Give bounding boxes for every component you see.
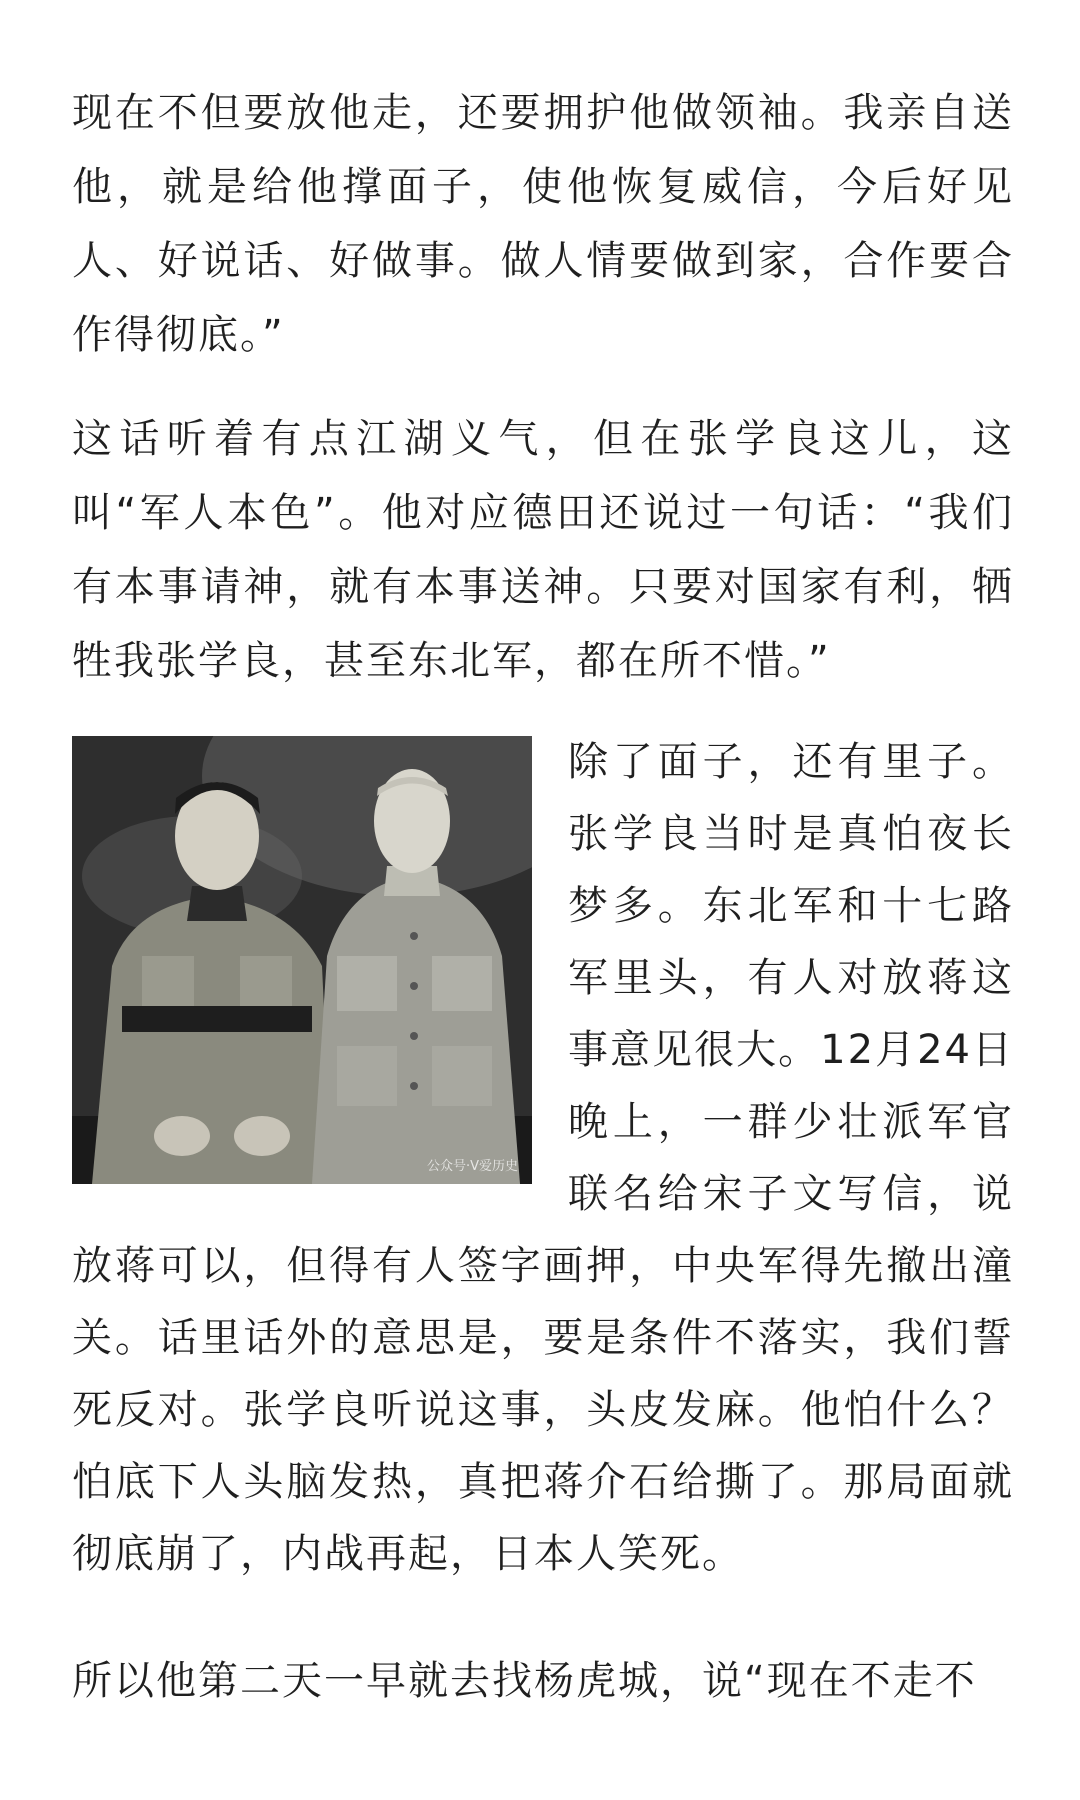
paragraph-2: 这话听着有点江湖义气，但在张学良这儿，这叫“军人本色”。他对应德田还说过一句话：“我们有本事请神，就有本事送神。只要对国家有利，牺牲我张学良，甚至东北军，都在所不惜。” — [72, 416, 1014, 684]
photo-watermark: 公众号·V爱历史 — [426, 1159, 518, 1174]
paragraph-3: 除了面子，还有里子。张学良当时是真怕夜长梦多。东北军和十七路军里头，有人对放蒋这事意见很大。12月24日晚上，一群少壮派军官联名给宋子文写信，说放蒋可以，但得有人签字画押，中央军得先撤出潼关。话里话外的意思是，要是条件不落实，我们誓死反对。张学良听说这事，头皮发麻。他怕什么？怕底下人头脑发热，真把蒋介石给撕了。那局面就彻底崩了，内战再起，日本人笑死。 — [72, 739, 1014, 1577]
paragraph-3-block — [72, 726, 1014, 1590]
historical-photo — [72, 736, 532, 1184]
paragraph-1: 现在不但要放他走，还要拥护他做领袖。我亲自送他，就是给他撑面子，使他恢复威信，今后好见人、好说话、好做事。做人情要做到家，合作要合作得彻底。” — [72, 90, 1014, 358]
photo-illustration — [72, 736, 532, 1184]
paragraph-4: 所以他第二天一早就去找杨虎城，说“现在不走不 — [72, 1658, 977, 1704]
